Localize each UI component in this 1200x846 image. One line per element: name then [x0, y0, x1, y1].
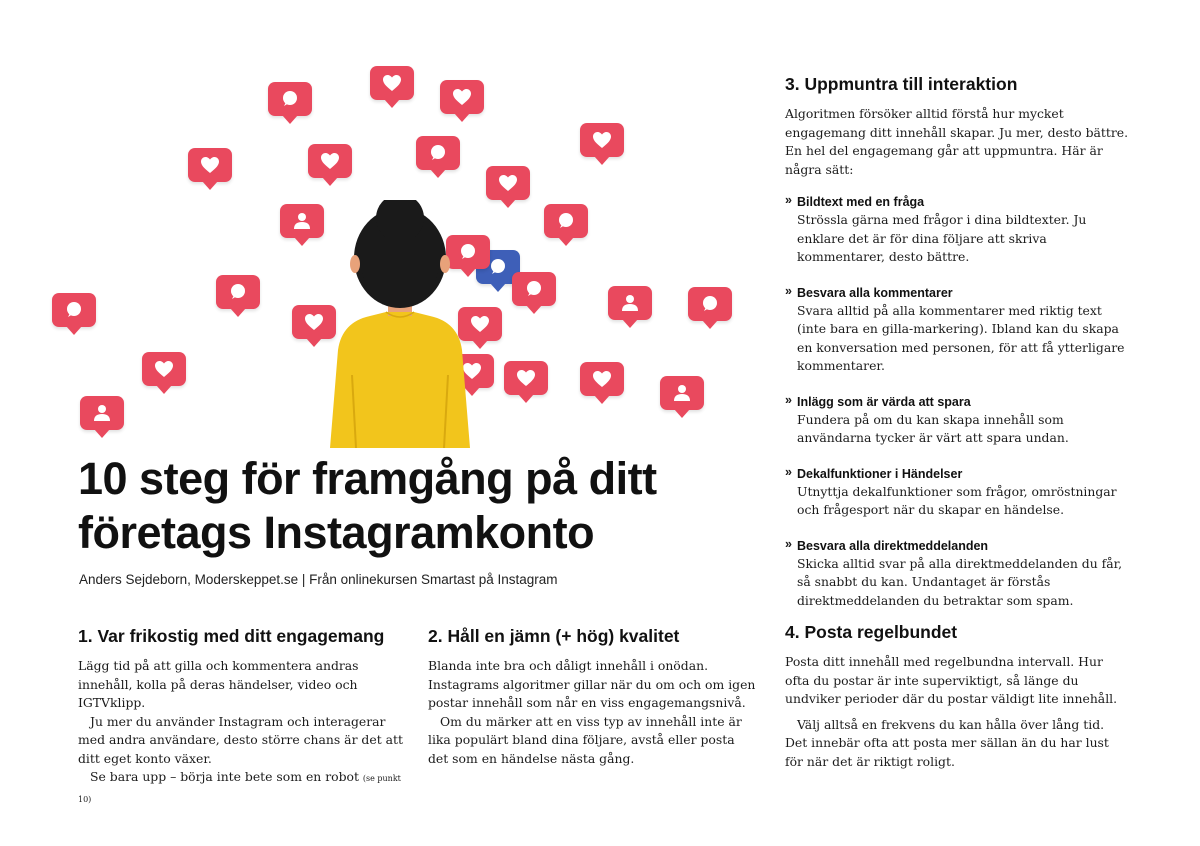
heart-icon: [381, 72, 403, 94]
section-2-paragraph-1: Blanda inte bra och dåligt innehåll i onödan. Instagrams algoritmer gillar när du om och om igen postar innehåll som når en viss engagemangsnivå.: [428, 658, 756, 710]
heart-icon: [319, 150, 341, 172]
tip-item: [785, 284, 1130, 376]
section-1-heading: 1. Var frikostig med ditt engagemang: [78, 626, 385, 646]
tip-title: Dekalfunktioner i Händelser: [797, 466, 963, 481]
section-4: [785, 622, 1130, 771]
tip-marker: »: [785, 392, 792, 407]
section-2: [428, 626, 758, 768]
heart-icon: [153, 358, 175, 380]
notification-bubble: [188, 148, 232, 182]
notification-bubble: [660, 376, 704, 410]
section-1-footnote: (se punkt 10): [78, 774, 401, 804]
notification-illustration: [0, 0, 760, 450]
comment-icon: [487, 256, 509, 278]
heart-icon: [451, 86, 473, 108]
section-2-body: [428, 657, 758, 768]
comment-icon: [555, 210, 577, 232]
notification-bubble: [80, 396, 124, 430]
notification-bubble: [544, 204, 588, 238]
heart-icon: [497, 172, 519, 194]
tip-marker: »: [785, 193, 792, 207]
tip-text: Utnyttja dekalfunktioner som frågor, omröstningar och frågesport när du skapar en händelse.: [797, 483, 1117, 517]
section-1: [78, 626, 413, 809]
tip-text: Svara alltid på alla kommentarer med riktig text (inte bara en gilla-markering). Ibland kan du skapa en konversation med personen, för att få ytterligare kommentarer.: [797, 302, 1125, 373]
section-3-heading: 3. Uppmuntra till interaktion: [785, 74, 1018, 94]
notification-bubble: [142, 352, 186, 386]
comment-icon: [227, 281, 249, 303]
section-4-paragraph-1: Posta ditt innehåll med regelbundna intervall. Hur ofta du postar är inte superviktigt, så länge du undviker perioder där du postar väldigt lite innehåll.: [785, 654, 1118, 706]
section-3-intro: Algoritmen försöker alltid förstå hur mycket engagemang ditt innehåll skapar. Ju mer, desto bättre. En hel del engagemang går att uppmuntra. Här är några sätt:: [785, 106, 1129, 177]
tip-item: [785, 465, 1130, 520]
notification-bubble: [216, 275, 260, 309]
notification-bubble: [440, 80, 484, 114]
tip-marker: »: [785, 283, 792, 298]
notification-bubble: [308, 144, 352, 178]
tip-text: Skicka alltid svar på alla direktmeddelanden du får, så snabbt du kan. Undantaget är förstås direktmeddelanden du betraktar som spam.: [797, 555, 1123, 608]
section-1-paragraph-2: Ju mer du använder Instagram och interagerar med andra användare, desto större chans är det att ditt eget konto växer.: [78, 713, 403, 766]
user-icon: [619, 292, 641, 314]
byline: Anders Sejdeborn, Moderskeppet.se | Från onlinekursen Smartast på Instagram: [79, 572, 558, 587]
comment-icon: [279, 88, 301, 110]
user-icon: [671, 382, 693, 404]
comment-icon: [63, 299, 85, 321]
comment-icon: [523, 278, 545, 300]
section-4-body: [785, 653, 1130, 771]
notification-bubble: [268, 82, 312, 116]
notification-bubble: [504, 361, 548, 395]
tip-list: [785, 193, 1130, 610]
tip-item: [785, 393, 1130, 448]
heart-icon: [515, 367, 537, 389]
tip-title: Besvara alla kommentarer: [797, 285, 953, 300]
tip-text: Fundera på om du kan skapa innehåll som användarna tycker är värt att spara undan.: [797, 411, 1069, 445]
user-icon: [291, 210, 313, 232]
tip-marker: »: [785, 536, 792, 551]
notification-bubble: [52, 293, 96, 327]
notification-bubble: [486, 166, 530, 200]
section-3: [785, 74, 1130, 627]
section-2-heading: 2. Håll en jämn (+ hög) kvalitet: [428, 626, 680, 646]
section-1-paragraph-3: [78, 768, 413, 809]
person-shirt: [330, 312, 470, 448]
notification-bubble: [580, 362, 624, 396]
page-title: [78, 452, 758, 560]
heart-icon: [303, 311, 325, 333]
section-4-paragraph-2: Välj alltså en frekvens du kan hålla över lång tid. Det innebär ofta att posta mer sällan än du har lust för när det är riktigt roligt.: [785, 716, 1109, 769]
tip-title: Besvara alla direktmeddelanden: [797, 538, 989, 553]
notification-bubble: [280, 204, 324, 238]
tip-item: [785, 537, 1130, 611]
notification-bubble: [416, 136, 460, 170]
heart-icon: [591, 368, 613, 390]
section-2-paragraph-2: Om du märker att en viss typ av innehåll inte är lika populärt bland dina följare, avstå eller posta det som en händelse nästa gång.: [428, 713, 742, 766]
comment-icon: [699, 293, 721, 315]
page-title-line2: företags Instagramkonto: [78, 507, 595, 558]
heart-icon: [469, 313, 491, 335]
comment-icon: [427, 142, 449, 164]
heart-icon: [591, 129, 613, 151]
tip-title: Inlägg som är värda att spara: [797, 394, 971, 409]
person-illustration: [330, 200, 470, 448]
user-icon: [91, 402, 113, 424]
notification-bubble: [580, 123, 624, 157]
tip-title: Bildtext med en fråga: [797, 195, 925, 209]
section-1-paragraph-3-text: Se bara upp – börja inte bete som en robot: [90, 769, 359, 784]
section-1-paragraph-1: Lägg tid på att gilla och kommentera andras innehåll, kolla på deras händelser, video och IGTVklipp.: [78, 658, 359, 710]
tip-item: [785, 193, 1130, 267]
section-1-body: [78, 657, 413, 809]
notification-bubble: [688, 287, 732, 321]
section-4-heading: 4. Posta regelbundet: [785, 622, 958, 642]
notification-bubble: [370, 66, 414, 100]
tip-marker: »: [785, 464, 792, 479]
notification-bubble: [608, 286, 652, 320]
notification-bubble: [512, 272, 556, 306]
heart-icon: [199, 154, 221, 176]
tip-text: Strössla gärna med frågor i dina bildtexter. Ju enklare det är för dina följare att skriva kommentarer, desto bättre.: [797, 212, 1087, 264]
page-title-line1: 10 steg för framgång på ditt: [78, 453, 657, 504]
